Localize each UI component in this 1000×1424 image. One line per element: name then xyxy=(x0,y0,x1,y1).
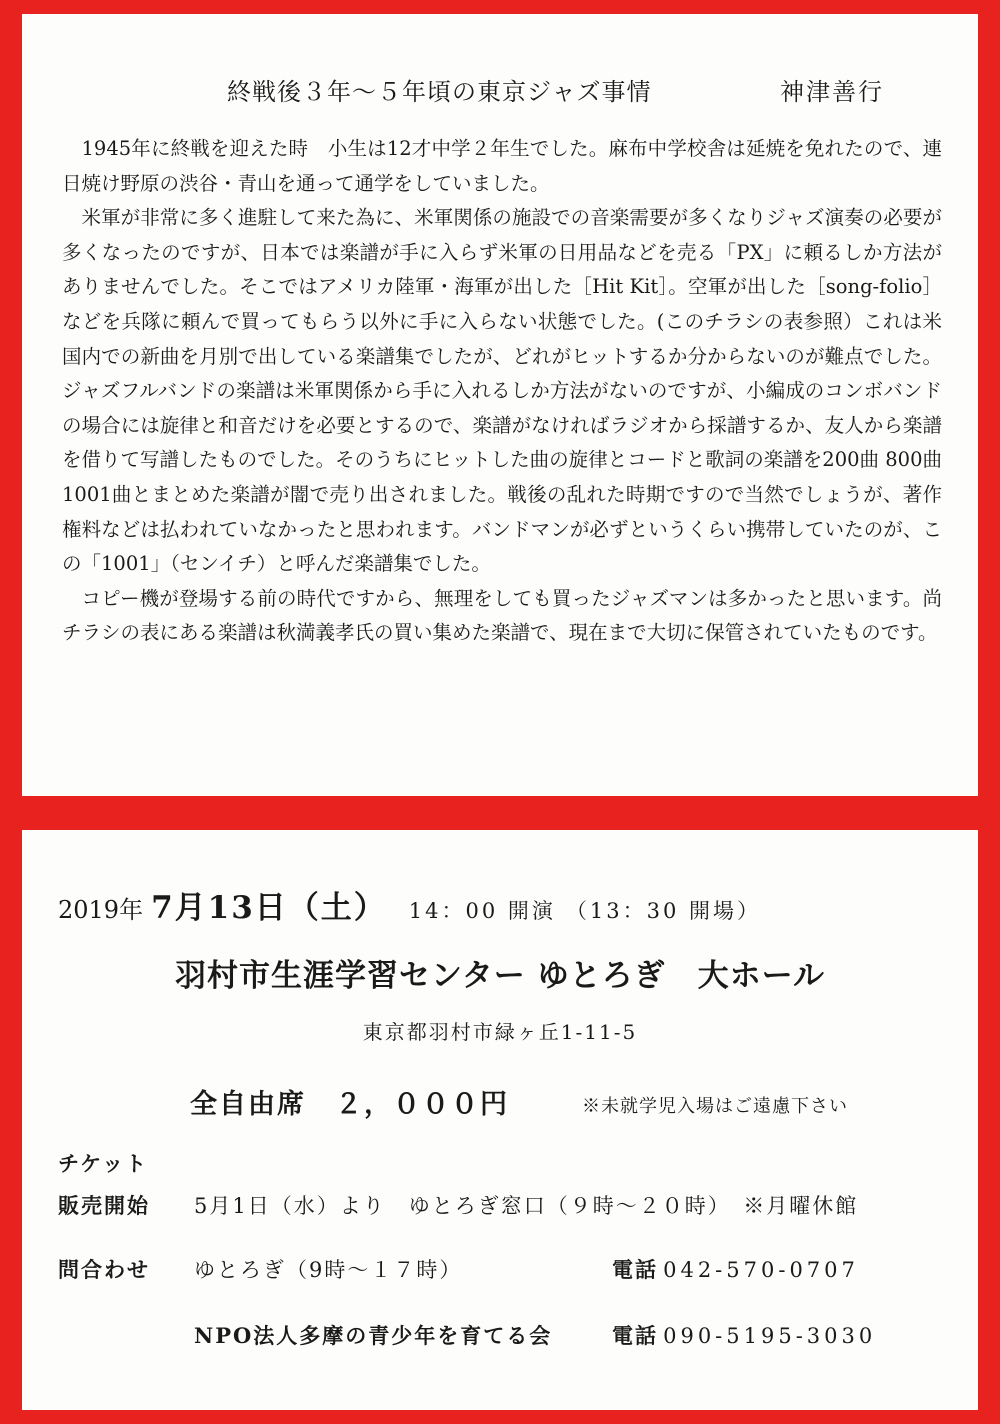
event-panel xyxy=(22,830,978,1410)
ticket-heading: チケット xyxy=(58,1151,149,1176)
essay-body xyxy=(62,132,942,651)
ticket-sale-row xyxy=(58,1190,150,1220)
event-date: 7月13日（土） xyxy=(151,890,387,926)
event-age-note: ※未就学児入場はご遠慮下さい xyxy=(582,1096,848,1117)
event-start-time: 14：00 開演 xyxy=(408,899,556,923)
org-row xyxy=(194,1320,552,1350)
essay-author: 神津善行 xyxy=(780,78,884,106)
event-date-line xyxy=(58,882,761,927)
inquiry-text: ゆとろぎ（9時〜１７時） xyxy=(194,1258,463,1282)
sale-text: 5月1日（水）より ゆとろぎ窓口（９時〜２０時） ※月曜休館 xyxy=(194,1194,859,1218)
inquiry-info xyxy=(194,1254,462,1284)
org-phone xyxy=(612,1320,876,1350)
phone-number-2: 090-5195-3030 xyxy=(663,1324,877,1348)
essay-paragraph: 米軍が非常に多く進駐して来た為に、米軍関係の施設での音楽需要が多くなりジャズ演奏の必要が多くなったのですが、日本では楽譜が手に入らず米軍の日用品などを売る「PX」に頼るしか方法がありませんでした。そこではアメリカ陸軍・海軍が出した［Hit Kit］。空軍が出した［song-folio］などを兵隊に頼んで買ってもらう以外に手に入らない状態でした。(このチラシの表参照）これは米国内での新曲を月別で出している楽譜集でしたが、どれがヒットするか分からないのが難点でした。ジャズフルバンドの楽譜は米軍関係から手に入れるしか方法がないのですが、小編成のコンボバンドの場合には旋律と和音だけを必要とするので、楽譜がなければラジオから採譜するか、友人から楽譜を借りて写譜したものでした。そのうちにヒットした曲の旋律とコードと歌詞の楽譜を200曲 800曲 1001曲とまとめた楽譜が闇で売り出されました。戦後の乱れた時期ですので当然でしょうが、著作権料などは払われていなかったと思われます。バンドマンが必ずというくらい携帯していたのが、この「1001」（センイチ）と呼んだ楽譜集でした。 xyxy=(62,206,942,576)
inquiry-phone xyxy=(612,1254,859,1284)
event-venue: 羽村市生涯学習センター ゆとろぎ 大ホール xyxy=(175,958,825,994)
phone-label-2: 電話 xyxy=(612,1323,658,1348)
event-doors-open: （13：30 開場） xyxy=(565,899,762,923)
essay-paragraph: 1945年に終戦を迎えた時 小生は12才中学２年生でした。麻布中学校舎は延焼を免れたので、連日焼け野原の渋谷・青山を通って通学をしていました。 xyxy=(62,137,942,195)
essay-title: 終戦後３年〜５年頃の東京ジャズ事情 xyxy=(227,78,652,106)
inquiry-label: 問合わせ xyxy=(58,1257,150,1282)
event-address: 東京都羽村市緑ヶ丘1-11-5 xyxy=(362,1020,638,1044)
org-name: NPO法人多摩の青少年を育てる会 xyxy=(194,1323,553,1348)
ticket-sale-info xyxy=(194,1190,858,1220)
phone-label-1: 電話 xyxy=(612,1257,658,1282)
inquiry-row xyxy=(58,1254,150,1284)
event-price: 全自由席 ２，０００円 xyxy=(190,1089,509,1120)
sale-label: 販売開始 xyxy=(58,1193,150,1218)
essay-paragraph: コピー機が登場する前の時代ですから、無理をしても買ったジャズマンは多かったと思います。尚チラシの表にある楽譜は秋満義孝氏の買い集めた楽譜で、現在まで大切に保管されていたものです。 xyxy=(62,586,942,645)
essay-panel xyxy=(22,14,978,796)
essay-header xyxy=(22,72,978,112)
phone-number-1: 042-570-0707 xyxy=(663,1258,859,1282)
event-year: 2019年 xyxy=(58,896,144,924)
